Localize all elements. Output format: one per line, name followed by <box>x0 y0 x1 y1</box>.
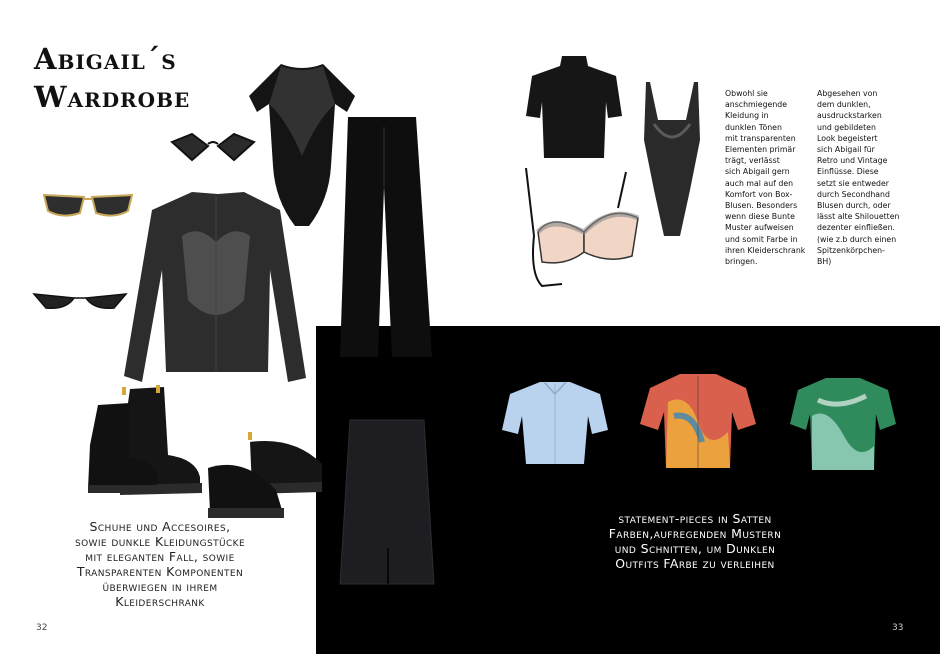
caption-line: statement-pieces in Satten <box>618 511 772 526</box>
wide-trousers-image <box>336 117 438 359</box>
text-line: Blusen durch, oder <box>817 201 891 211</box>
text-line: auch mal auf den <box>725 178 794 188</box>
caption-line: mit eleganten Fall, sowie <box>85 549 235 564</box>
pencil-skirt-image <box>336 418 438 588</box>
text-line: trägt, verlässt <box>725 156 780 166</box>
title-line-1: Abigail´s <box>34 42 177 76</box>
text-line: bringen. <box>725 257 758 267</box>
patterned-shirt-green-image <box>788 376 898 472</box>
knit-top-image <box>524 54 624 162</box>
text-line: Kleidung in <box>725 111 769 121</box>
thin-sunglasses-image <box>32 290 128 314</box>
caption-line: Transparenten Komponenten <box>76 564 244 579</box>
caption-line: Schuhe und Accesoires, <box>89 519 231 534</box>
text-line: Abgesehen von <box>817 89 878 98</box>
patterned-shirt-red-image <box>638 372 758 470</box>
page-title <box>34 40 190 116</box>
caption-line: Farben,aufregenden Mustern <box>608 526 782 541</box>
text-line: Blusen. Besonders <box>725 201 798 211</box>
sheer-blouse-image <box>120 190 310 385</box>
text-line: Einflüsse. Diese <box>817 167 879 177</box>
caption-line: Kleiderschrank <box>115 594 205 609</box>
caption-line: überwiegen in ihrem <box>102 579 218 594</box>
text-line: (wie z.b durch einen <box>817 234 897 244</box>
text-line: ausdruckstarken <box>817 111 882 121</box>
text-line: Retro und Vintage <box>817 156 888 166</box>
lace-lingerie-image <box>636 80 708 238</box>
page-number-right: 33 <box>892 623 904 633</box>
text-line: wenn diese Bunte <box>725 212 795 222</box>
text-line: Obwohl sie <box>725 89 768 98</box>
text-line: ihren Kleiderschrank <box>725 245 806 255</box>
text-line: Look begeistert <box>817 133 878 143</box>
text-column-1 <box>725 88 805 267</box>
title-line-2: Wardrobe <box>34 80 191 114</box>
text-line: lässt alte Shilouetten <box>817 212 900 222</box>
text-line: dezenter einfließen. <box>817 223 896 233</box>
caption-line: sowie dunkle Kleidungstücke <box>74 534 246 549</box>
blue-crop-shirt-image <box>500 378 610 468</box>
text-line: und gebildeten <box>817 122 876 132</box>
text-line: Spitzenkörpchen- <box>817 245 885 255</box>
text-line: mit transparenten <box>725 133 796 143</box>
text-column-2 <box>817 88 899 267</box>
caption-line: und Schnitten, um Dunklen <box>614 541 776 556</box>
text-line: Komfort von Box- <box>725 189 793 199</box>
text-line: BH) <box>817 257 832 267</box>
lace-bra-image <box>516 166 642 292</box>
text-line: anschmiegende <box>725 100 788 110</box>
text-line: dem dunklen, <box>817 100 871 110</box>
text-line: Elementen primär <box>725 145 796 155</box>
caption-line: Outfits FArbe zu verleihen <box>615 556 775 571</box>
text-line: sich Abigail gern <box>725 167 790 177</box>
page-number-left: 32 <box>36 623 48 633</box>
text-line: und somit Farbe in <box>725 234 798 244</box>
platform-shoes-image <box>204 428 326 523</box>
text-line: durch Secondhand <box>817 189 890 199</box>
caption-right <box>580 511 810 571</box>
text-line: setzt sie entweder <box>817 178 889 188</box>
combat-boots-image <box>86 385 214 497</box>
text-line: Muster aufweisen <box>725 223 794 233</box>
text-line: sich Abigail für <box>817 145 875 155</box>
caption-left <box>40 519 280 609</box>
text-line: dunklen Tönen <box>725 122 782 132</box>
